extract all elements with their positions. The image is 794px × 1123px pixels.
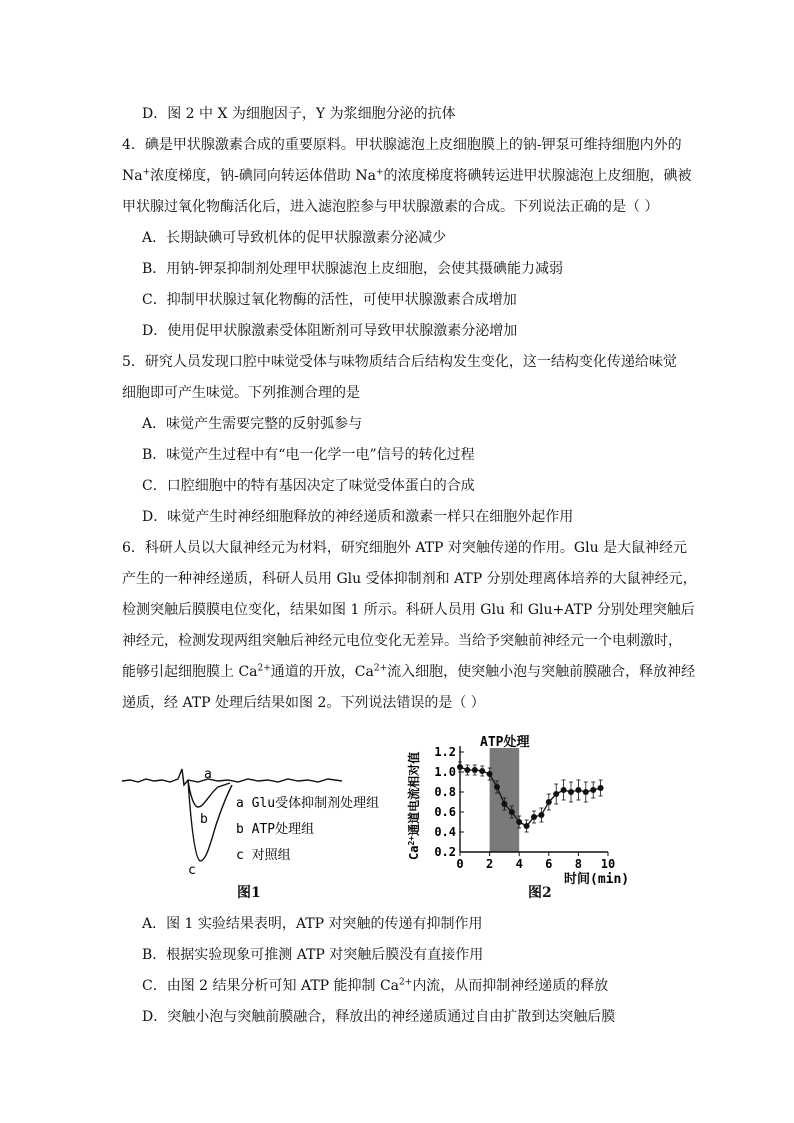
fig2-x-tick-label: 6 <box>545 857 553 871</box>
q4-superscript: + <box>142 167 151 178</box>
q5-option-d: D．味觉产生时神经细胞释放的神经递质和激素一样只在细胞外起作用 <box>142 509 574 525</box>
fig1-legend-a: a Glu受体抑制剂处理组 <box>236 796 380 811</box>
fig2-data-point <box>553 791 559 797</box>
fig2-data-point <box>583 789 589 795</box>
figure-2-caption: 图2 <box>528 885 552 901</box>
fig2-data-point <box>457 764 463 770</box>
fig2-ylabel-sup: 2+ <box>407 835 416 846</box>
q4-line1: 4．碘是甲状腺激素合成的重要原料。甲状腺滤泡上皮细胞膜上的钠-钾泵可维持细胞内外的 <box>122 137 682 153</box>
q4-option-c: C．抑制甲状腺过氧化物酶的活性，可使甲状腺激素合成增加 <box>142 292 517 308</box>
fig2-data-point <box>472 767 478 773</box>
q6-line2: 产生的一种神经递质，科研人员用 Glu 受体抑制剂和 ATP 分别处理离体培养的大鼠神经元， <box>122 571 697 587</box>
q4-option-b: B．用钠-钾泵抑制剂处理甲状腺滤泡上皮细胞，会使其摄碘能力减弱 <box>142 261 564 277</box>
q6-line5-mid: 通道的开放，Ca <box>270 664 374 680</box>
q6-line3: 检测突触后膜膜电位变化，结果如图 1 所示。科研人员用 Glu 和 Glu+ATP 分别处理突触后 <box>122 602 695 618</box>
q4-option-a: A．长期缺碘可导致机体的促甲状腺激素分泌减少 <box>142 230 447 246</box>
fig2-data-point <box>538 812 544 818</box>
fig2-y-tick-label: 1.2 <box>434 745 456 759</box>
fig1-curve-c <box>188 780 232 861</box>
prev-option-d: D．图 2 中 X 为细胞因子，Y 为浆细胞分泌的抗体 <box>142 106 456 122</box>
q6-superscript: 2+ <box>257 663 271 674</box>
fig1-legend-b: b ATP处理组 <box>236 822 315 837</box>
fig2-data-point <box>516 819 522 825</box>
fig2-x-tick-label: 2 <box>485 857 494 871</box>
fig2-data-point <box>487 771 493 777</box>
fig2-y-tick-label: 0.6 <box>434 805 456 819</box>
q4-line2 <box>122 166 691 186</box>
fig2-data-point <box>524 823 530 829</box>
fig2-data-point <box>494 784 500 790</box>
q6-line5-end: 流入细胞，使突触小泡与突触前膜融合，释放神经 <box>387 664 696 680</box>
fig2-x-tick-label: 0 <box>456 857 464 871</box>
q4-line2-mid: 浓度梯度，钠-碘同向转运体借助 Na <box>150 168 376 184</box>
q6-line1: 6．科研人员以大鼠神经元为材料，研究细胞外 ATP 对突触传递的作用。Glu 是大鼠神经元 <box>122 540 688 556</box>
fig2-data-point <box>590 787 596 793</box>
fig1-legend-c: c 对照组 <box>236 848 291 863</box>
fig2-data-point <box>531 814 537 820</box>
q4-line3: 甲状腺过氧化物酶活化后，进入滤泡腔参与甲状腺激素的合成。下列说法正确的是（ ） <box>122 199 659 215</box>
fig2-x-tick-label: 4 <box>515 857 523 871</box>
q5-option-c: C．口腔细胞中的特有基因决定了味觉受体蛋白的合成 <box>142 478 475 494</box>
fig2-annotation: ATP处理 <box>480 735 530 750</box>
fig2-data-point <box>546 799 552 805</box>
q6-option-c <box>142 976 608 996</box>
q4-na-text: Na <box>122 168 143 184</box>
figure-2-chart <box>404 730 644 890</box>
fig2-data-point <box>598 785 604 791</box>
fig2-data-point <box>568 789 574 795</box>
fig2-xlabel: 时间(min) <box>564 872 630 887</box>
q6-line5 <box>122 662 695 682</box>
q5-line1: 5．研究人员发现口腔中味觉受体与味物质结合后结构发生变化，这一结构变化传递给味觉 <box>122 354 677 370</box>
fig1-label-c: c <box>188 863 196 878</box>
fig2-y-tick-label: 0.2 <box>434 845 456 859</box>
q6-line5-start: 能够引起细胞膜上 Ca <box>122 664 258 680</box>
q5-line2: 细胞即可产生味觉。下列推测合理的是 <box>122 385 360 401</box>
figure-1 <box>118 755 398 880</box>
fig2-data-point <box>575 787 581 793</box>
fig2-ylabel-rest: 通道电流相对值 <box>407 751 421 836</box>
figure-1-caption: 图1 <box>237 885 261 901</box>
q4-line2-end: 的浓度梯度将碘转运进甲状腺滤泡上皮细胞，碘被 <box>383 168 692 184</box>
q6-line4: 神经元，检测发现两组突触后神经元电位变化无差异。当给予突触前神经元一个电刺激时， <box>122 633 682 649</box>
fig2-data-point <box>509 809 515 815</box>
q5-option-b: B．味觉产生过程中有“电一化学一电”信号的转化过程 <box>142 447 475 463</box>
q5-option-a: A．味觉产生需要完整的反射弧参与 <box>142 416 363 432</box>
q6-option-c-sup: 2+ <box>399 977 413 988</box>
fig2-y-tick-label: 0.4 <box>434 825 456 839</box>
q6-option-c-end: 内流，从而抑制神经递质的释放 <box>412 978 609 994</box>
fig2-ylabel <box>406 752 421 860</box>
q6-option-a: A．图 1 实验结果表明，ATP 对突触的传递有抑制作用 <box>142 916 483 932</box>
fig1-label-b: b <box>200 812 208 827</box>
fig2-x-tick-label: 10 <box>600 857 616 871</box>
fig1-label-a: a <box>204 767 212 782</box>
q4-superscript: + <box>375 167 384 178</box>
fig2-data-point <box>561 787 567 793</box>
fig1-curve-a <box>122 769 342 785</box>
fig2-y-tick-label: 1.0 <box>434 765 456 779</box>
fig2-data-point <box>464 767 470 773</box>
fig2-y-tick-label: 0.8 <box>434 785 456 799</box>
q6-option-c-start: C．由图 2 结果分析可知 ATP 能抑制 Ca <box>142 978 400 994</box>
fig2-data-point <box>479 768 485 774</box>
q6-option-b: B．根据实验现象可推测 ATP 对突触后膜没有直接作用 <box>142 947 484 963</box>
q6-superscript: 2+ <box>373 663 388 674</box>
q6-option-d: D．突触小泡与突触前膜融合，释放出的神经递质通过自由扩散到达突触后膜 <box>142 1009 616 1025</box>
q6-line6: 递质，经 ATP 处理后结果如图 2。下列说法错误的是（ ） <box>122 695 485 711</box>
fig2-data-point <box>501 801 507 807</box>
q4-option-d: D．使用促甲状腺激素受体阻断剂可导致甲状腺激素分泌增加 <box>142 323 518 339</box>
fig2-ylabel-ca: Ca <box>407 845 421 860</box>
fig2-x-tick-label: 8 <box>574 857 583 871</box>
